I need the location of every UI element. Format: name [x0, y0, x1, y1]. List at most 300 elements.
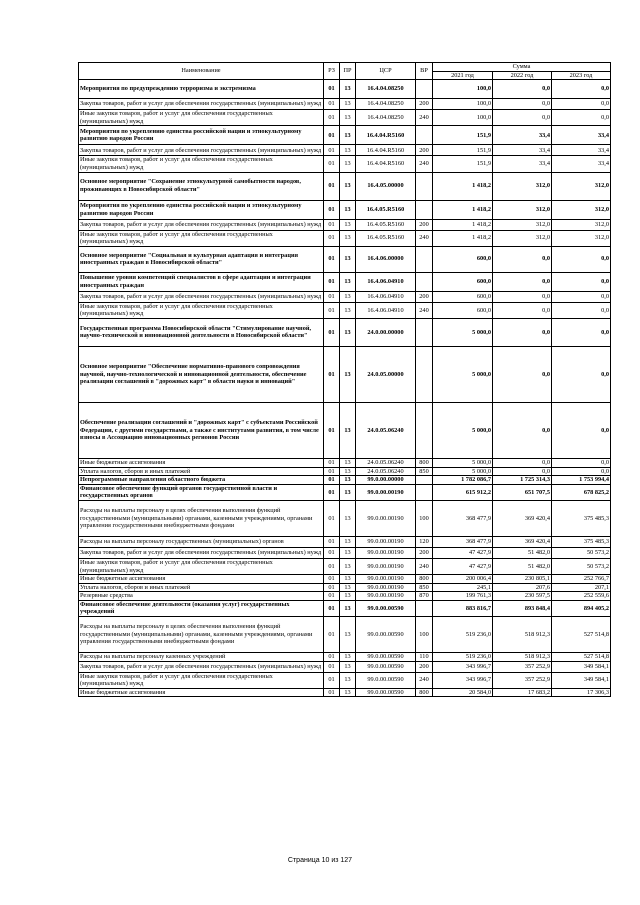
- table-row: [79, 246, 611, 272]
- table-row: [79, 558, 611, 574]
- row-value-2022: 312,0: [493, 172, 552, 200]
- row-name: Повышение уровня компетенций специалистов в сфере адаптации и интеграции иностранных граждан: [79, 272, 324, 291]
- row-pr: 13: [340, 661, 356, 672]
- row-rz: 01: [324, 592, 340, 601]
- row-csr: 24.0.05.00000: [356, 346, 416, 402]
- row-csr: 16.4.04.08250: [356, 99, 416, 110]
- row-value-2021: 600,0: [433, 272, 493, 291]
- row-name: Основное мероприятие "Сохранение этнокультурной самобытности народов, проживающих в Новосибирской области": [79, 172, 324, 200]
- row-value-2021: 600,0: [433, 291, 493, 302]
- row-rz: 01: [324, 536, 340, 547]
- row-value-2023: 375 485,3: [552, 500, 611, 536]
- row-vr: 200: [416, 661, 433, 672]
- row-rz: 01: [324, 291, 340, 302]
- row-value-2023: 1 753 994,4: [552, 476, 611, 485]
- row-csr: 99.0.00.00190: [356, 547, 416, 558]
- row-value-2023: 0,0: [552, 246, 611, 272]
- row-csr: 24.0.05.06240: [356, 467, 416, 476]
- row-rz: 01: [324, 230, 340, 246]
- row-vr: 850: [416, 583, 433, 592]
- row-value-2022: 230 597,5: [493, 592, 552, 601]
- row-csr: 24.0.05.06240: [356, 402, 416, 458]
- row-value-2023: 50 573,2: [552, 558, 611, 574]
- row-value-2021: 199 761,3: [433, 592, 493, 601]
- row-rz: 01: [324, 402, 340, 458]
- row-pr: 13: [340, 172, 356, 200]
- row-name: Государственная программа Новосибирской области "Стимулирование научной, научно-технической и инновационной деятельности в Новосибирской области": [79, 318, 324, 346]
- row-pr: 13: [340, 583, 356, 592]
- row-name: Расходы на выплаты персоналу в целях обеспечения выполнения функций государственными (муниципальными) органами, казенными учреждениями, органами управления государственными внебюджетными фондами: [79, 500, 324, 536]
- row-value-2022: 312,0: [493, 230, 552, 246]
- row-csr: 99.0.00.00590: [356, 653, 416, 662]
- row-vr: 200: [416, 219, 433, 230]
- row-value-2023: 33,4: [552, 126, 611, 145]
- row-value-2023: 375 485,3: [552, 536, 611, 547]
- row-value-2021: 600,0: [433, 246, 493, 272]
- row-name: Закупка товаров, работ и услуг для обеспечения государственных (муниципальных) нужд: [79, 291, 324, 302]
- row-rz: 01: [324, 200, 340, 219]
- row-pr: 13: [340, 484, 356, 500]
- row-rz: 01: [324, 272, 340, 291]
- row-name: Иные бюджетные ассигнования: [79, 458, 324, 467]
- row-value-2022: 0,0: [493, 346, 552, 402]
- table-row: [79, 402, 611, 458]
- row-pr: 13: [340, 200, 356, 219]
- row-csr: 16.4.04.R5160: [356, 126, 416, 145]
- table-row: [79, 617, 611, 653]
- row-value-2023: 50 573,2: [552, 547, 611, 558]
- row-vr: 240: [416, 110, 433, 126]
- table-row: [79, 346, 611, 402]
- row-value-2021: 368 477,9: [433, 500, 493, 536]
- row-value-2022: 33,4: [493, 156, 552, 172]
- row-name: Закупка товаров, работ и услуг для обеспечения государственных (муниципальных) нужд: [79, 547, 324, 558]
- row-vr: 200: [416, 145, 433, 156]
- row-rz: 01: [324, 99, 340, 110]
- row-vr: 100: [416, 617, 433, 653]
- row-name: Иные закупки товаров, работ и услуг для обеспечения государственных (муниципальных) нужд: [79, 302, 324, 318]
- row-pr: 13: [340, 272, 356, 291]
- row-vr: [416, 402, 433, 458]
- table-row: [79, 172, 611, 200]
- row-rz: 01: [324, 126, 340, 145]
- row-csr: 16.4.05.R5160: [356, 219, 416, 230]
- row-csr: 99.0.00.00590: [356, 688, 416, 697]
- row-rz: 01: [324, 484, 340, 500]
- row-value-2022: 651 707,5: [493, 484, 552, 500]
- row-csr: 24.0.05.06240: [356, 458, 416, 467]
- row-rz: 01: [324, 583, 340, 592]
- row-value-2021: 5 000,0: [433, 346, 493, 402]
- row-rz: 01: [324, 172, 340, 200]
- row-value-2022: 0,0: [493, 80, 552, 99]
- table-row: [79, 476, 611, 485]
- row-name: Иные закупки товаров, работ и услуг для обеспечения государственных (муниципальных) нужд: [79, 156, 324, 172]
- row-name: Обеспечение реализации соглашений и "дорожных карт" с субъектами Российской Федерации, с другими государствами, а также с институтами развития, в том числе взносы в Ассоциацию инновационных регионов России: [79, 402, 324, 458]
- row-vr: [416, 600, 433, 616]
- row-value-2021: 5 000,0: [433, 318, 493, 346]
- row-value-2021: 519 236,0: [433, 653, 493, 662]
- row-pr: 13: [340, 600, 356, 616]
- row-value-2023: 33,4: [552, 145, 611, 156]
- row-value-2022: 518 912,3: [493, 617, 552, 653]
- row-name: Иные бюджетные ассигнования: [79, 688, 324, 697]
- row-value-2022: 369 420,4: [493, 536, 552, 547]
- row-pr: 13: [340, 458, 356, 467]
- header-sum: Сумма: [433, 63, 611, 72]
- row-value-2021: 151,9: [433, 126, 493, 145]
- row-value-2021: 1 418,2: [433, 219, 493, 230]
- row-csr: 99.0.00.00590: [356, 672, 416, 688]
- header-year-2023: 2023 год: [552, 71, 611, 80]
- row-name: Иные закупки товаров, работ и услуг для обеспечения государственных (муниципальных) нужд: [79, 672, 324, 688]
- row-csr: 99.0.00.00190: [356, 575, 416, 584]
- row-value-2023: 33,4: [552, 156, 611, 172]
- table-row: [79, 500, 611, 536]
- row-pr: 13: [340, 246, 356, 272]
- row-pr: 13: [340, 110, 356, 126]
- row-rz: 01: [324, 547, 340, 558]
- row-value-2023: 0,0: [552, 402, 611, 458]
- row-value-2021: 883 816,7: [433, 600, 493, 616]
- row-csr: 99.0.00.00190: [356, 583, 416, 592]
- header-vr: ВР: [416, 63, 433, 80]
- row-rz: 01: [324, 575, 340, 584]
- row-pr: 13: [340, 592, 356, 601]
- row-pr: 13: [340, 476, 356, 485]
- row-name: Закупка товаров, работ и услуг для обеспечения государственных (муниципальных) нужд: [79, 99, 324, 110]
- table-row: [79, 219, 611, 230]
- table-row: [79, 99, 611, 110]
- row-value-2023: 252 559,6: [552, 592, 611, 601]
- row-name: Закупка товаров, работ и услуг для обеспечения государственных (муниципальных) нужд: [79, 219, 324, 230]
- table-row: [79, 575, 611, 584]
- row-vr: [416, 484, 433, 500]
- row-name: Иные закупки товаров, работ и услуг для обеспечения государственных (муниципальных) нужд: [79, 558, 324, 574]
- row-vr: [416, 126, 433, 145]
- row-vr: [416, 476, 433, 485]
- row-csr: 99.0.00.00190: [356, 558, 416, 574]
- row-vr: 200: [416, 547, 433, 558]
- row-name: Основное мероприятие "Социальная и культурная адаптация и интеграция иностранных граждан в Новосибирской области": [79, 246, 324, 272]
- row-value-2021: 600,0: [433, 302, 493, 318]
- row-csr: 99.0.00.00590: [356, 661, 416, 672]
- row-rz: 01: [324, 500, 340, 536]
- table-row: [79, 156, 611, 172]
- row-csr: 16.4.06.04910: [356, 302, 416, 318]
- row-value-2021: 1 418,2: [433, 200, 493, 219]
- row-value-2022: 893 848,4: [493, 600, 552, 616]
- table-row: [79, 653, 611, 662]
- row-csr: 99.0.00.00190: [356, 484, 416, 500]
- row-name: Уплата налогов, сборов и иных платежей: [79, 467, 324, 476]
- table-body: [79, 80, 611, 697]
- row-name: Расходы на выплаты персоналу в целях обеспечения выполнения функций государственными (муниципальными) органами, казенными учреждениями, органами управления государственными внебюджетными фондами: [79, 617, 324, 653]
- row-name: Мероприятия по предупреждению терроризма и экстремизма: [79, 80, 324, 99]
- row-value-2022: 357 252,9: [493, 672, 552, 688]
- table-row: [79, 536, 611, 547]
- row-pr: 13: [340, 558, 356, 574]
- row-rz: 01: [324, 246, 340, 272]
- row-vr: 110: [416, 653, 433, 662]
- row-value-2023: 0,0: [552, 302, 611, 318]
- row-pr: 13: [340, 318, 356, 346]
- row-value-2022: 33,4: [493, 145, 552, 156]
- row-value-2023: 312,0: [552, 219, 611, 230]
- row-name: Уплата налогов, сборов и иных платежей: [79, 583, 324, 592]
- row-pr: 13: [340, 575, 356, 584]
- row-csr: 16.4.06.00000: [356, 246, 416, 272]
- table-row: [79, 661, 611, 672]
- row-value-2021: 519 236,0: [433, 617, 493, 653]
- row-pr: 13: [340, 156, 356, 172]
- row-vr: 800: [416, 575, 433, 584]
- table-row: [79, 583, 611, 592]
- row-value-2022: 51 482,0: [493, 547, 552, 558]
- row-vr: 100: [416, 500, 433, 536]
- row-vr: 240: [416, 558, 433, 574]
- row-rz: 01: [324, 558, 340, 574]
- row-value-2022: 0,0: [493, 99, 552, 110]
- row-vr: 870: [416, 592, 433, 601]
- row-value-2022: 312,0: [493, 200, 552, 219]
- row-value-2023: 312,0: [552, 172, 611, 200]
- row-value-2023: 312,0: [552, 230, 611, 246]
- row-pr: 13: [340, 230, 356, 246]
- row-rz: 01: [324, 653, 340, 662]
- row-rz: 01: [324, 467, 340, 476]
- row-value-2023: 349 584,1: [552, 672, 611, 688]
- row-value-2021: 245,1: [433, 583, 493, 592]
- table-row: [79, 126, 611, 145]
- table-row: [79, 230, 611, 246]
- table-row: [79, 467, 611, 476]
- row-value-2021: 200 006,4: [433, 575, 493, 584]
- row-value-2022: 0,0: [493, 467, 552, 476]
- table-row: [79, 110, 611, 126]
- header-rz: РЗ: [324, 63, 340, 80]
- row-value-2021: 5 000,0: [433, 467, 493, 476]
- row-value-2021: 47 427,9: [433, 558, 493, 574]
- row-value-2021: 343 996,7: [433, 672, 493, 688]
- row-rz: 01: [324, 688, 340, 697]
- row-value-2023: 0,0: [552, 272, 611, 291]
- row-csr: 16.4.06.04910: [356, 272, 416, 291]
- row-rz: 01: [324, 110, 340, 126]
- header-year-2022: 2022 год: [493, 71, 552, 80]
- row-value-2023: 678 825,2: [552, 484, 611, 500]
- row-value-2022: 0,0: [493, 458, 552, 467]
- row-pr: 13: [340, 467, 356, 476]
- row-value-2022: 312,0: [493, 219, 552, 230]
- row-pr: 13: [340, 99, 356, 110]
- row-value-2022: 518 912,3: [493, 653, 552, 662]
- row-csr: 99.0.00.00000: [356, 476, 416, 485]
- row-pr: 13: [340, 500, 356, 536]
- row-csr: 99.0.00.00190: [356, 592, 416, 601]
- row-name: Непрограммные направления областного бюджета: [79, 476, 324, 485]
- header-name: Наименование: [79, 63, 324, 80]
- row-value-2022: 0,0: [493, 246, 552, 272]
- row-pr: 13: [340, 653, 356, 662]
- row-pr: 13: [340, 145, 356, 156]
- row-value-2021: 1 418,2: [433, 172, 493, 200]
- row-value-2023: 0,0: [552, 110, 611, 126]
- row-vr: 800: [416, 458, 433, 467]
- row-pr: 13: [340, 302, 356, 318]
- row-name: Резервные средства: [79, 592, 324, 601]
- table-row: [79, 318, 611, 346]
- row-csr: 24.0.00.00000: [356, 318, 416, 346]
- row-csr: 16.4.05.00000: [356, 172, 416, 200]
- row-csr: 16.4.05.R5160: [356, 230, 416, 246]
- row-value-2021: 615 912,2: [433, 484, 493, 500]
- row-value-2023: 0,0: [552, 99, 611, 110]
- row-value-2021: 368 477,9: [433, 536, 493, 547]
- row-pr: 13: [340, 617, 356, 653]
- row-value-2022: 33,4: [493, 126, 552, 145]
- row-value-2021: 151,9: [433, 156, 493, 172]
- row-name: Финансовое обеспечение функций органов государственной власти и государственных органов: [79, 484, 324, 500]
- row-pr: 13: [340, 547, 356, 558]
- row-pr: 13: [340, 536, 356, 547]
- row-name: Расходы на выплаты персоналу государственных (муниципальных) органов: [79, 536, 324, 547]
- row-vr: [416, 246, 433, 272]
- row-csr: 99.0.00.00190: [356, 536, 416, 547]
- row-value-2021: 1 418,2: [433, 230, 493, 246]
- row-rz: 01: [324, 145, 340, 156]
- row-vr: [416, 172, 433, 200]
- row-csr: 16.4.04.08250: [356, 110, 416, 126]
- row-csr: 16.4.04.R5160: [356, 145, 416, 156]
- table-row: [79, 291, 611, 302]
- row-pr: 13: [340, 219, 356, 230]
- table-row: [79, 600, 611, 616]
- row-name: Основное мероприятие "Обеспечение нормативно-правового сопровождения научной, научно-технологической и инновационной деятельности, обеспечение реализации соглашений в "дорожных карт" в области науки и инноваций": [79, 346, 324, 402]
- row-value-2021: 100,0: [433, 110, 493, 126]
- row-value-2022: 369 420,4: [493, 500, 552, 536]
- row-vr: [416, 200, 433, 219]
- table-row: [79, 272, 611, 291]
- row-vr: 120: [416, 536, 433, 547]
- row-rz: 01: [324, 476, 340, 485]
- row-name: Закупка товаров, работ и услуг для обеспечения государственных (муниципальных) нужд: [79, 661, 324, 672]
- page-footer: Страница 10 из 127: [287, 857, 353, 864]
- row-pr: 13: [340, 402, 356, 458]
- row-value-2023: 527 514,8: [552, 653, 611, 662]
- table-row: [79, 200, 611, 219]
- row-value-2023: 0,0: [552, 467, 611, 476]
- row-rz: 01: [324, 617, 340, 653]
- table-row: [79, 145, 611, 156]
- row-name: Расходы на выплаты персоналу казенных учреждений: [79, 653, 324, 662]
- row-value-2022: 1 725 314,3: [493, 476, 552, 485]
- budget-table: [78, 62, 611, 697]
- row-rz: 01: [324, 318, 340, 346]
- table-row: [79, 592, 611, 601]
- header-year-2021: 2021 год: [433, 71, 493, 80]
- row-name: Мероприятия по укреплению единства российской нации и этнокультурному развитию народов России: [79, 126, 324, 145]
- table-row: [79, 672, 611, 688]
- row-value-2023: 0,0: [552, 80, 611, 99]
- row-value-2021: 100,0: [433, 80, 493, 99]
- row-name: Закупка товаров, работ и услуг для обеспечения государственных (муниципальных) нужд: [79, 145, 324, 156]
- row-value-2023: 0,0: [552, 458, 611, 467]
- row-value-2022: 207,6: [493, 583, 552, 592]
- row-value-2022: 0,0: [493, 272, 552, 291]
- row-rz: 01: [324, 302, 340, 318]
- row-name: Иные закупки товаров, работ и услуг для обеспечения государственных (муниципальных) нужд: [79, 230, 324, 246]
- table-row: [79, 302, 611, 318]
- row-value-2021: 5 000,0: [433, 402, 493, 458]
- row-value-2023: 207,1: [552, 583, 611, 592]
- row-value-2023: 527 514,8: [552, 617, 611, 653]
- row-value-2023: 0,0: [552, 318, 611, 346]
- row-vr: 240: [416, 230, 433, 246]
- row-rz: 01: [324, 458, 340, 467]
- row-csr: 16.4.04.R5160: [356, 156, 416, 172]
- row-value-2022: 0,0: [493, 402, 552, 458]
- row-csr: 99.0.00.00590: [356, 617, 416, 653]
- row-value-2022: 0,0: [493, 302, 552, 318]
- row-rz: 01: [324, 156, 340, 172]
- row-value-2021: 20 584,0: [433, 688, 493, 697]
- row-vr: 800: [416, 688, 433, 697]
- table-row: [79, 547, 611, 558]
- row-value-2022: 0,0: [493, 291, 552, 302]
- row-value-2022: 0,0: [493, 318, 552, 346]
- row-csr: 99.0.00.00190: [356, 500, 416, 536]
- row-pr: 13: [340, 346, 356, 402]
- row-pr: 13: [340, 126, 356, 145]
- row-csr: 16.4.06.04910: [356, 291, 416, 302]
- row-value-2022: 17 683,2: [493, 688, 552, 697]
- row-name: Финансовое обеспечение деятельности (оказания услуг) государственных учреждений: [79, 600, 324, 616]
- table-row: [79, 484, 611, 500]
- row-csr: 16.4.05.R5160: [356, 200, 416, 219]
- row-vr: 200: [416, 291, 433, 302]
- row-vr: [416, 272, 433, 291]
- row-rz: 01: [324, 600, 340, 616]
- row-pr: 13: [340, 672, 356, 688]
- row-value-2022: 0,0: [493, 110, 552, 126]
- row-value-2023: 0,0: [552, 291, 611, 302]
- row-value-2021: 100,0: [433, 99, 493, 110]
- row-value-2022: 51 482,0: [493, 558, 552, 574]
- row-rz: 01: [324, 661, 340, 672]
- row-value-2023: 894 405,2: [552, 600, 611, 616]
- row-value-2023: 17 306,3: [552, 688, 611, 697]
- row-value-2021: 151,9: [433, 145, 493, 156]
- row-value-2023: 0,0: [552, 346, 611, 402]
- row-value-2021: 5 000,0: [433, 458, 493, 467]
- row-vr: [416, 318, 433, 346]
- row-csr: 16.4.04.08250: [356, 80, 416, 99]
- row-name: Мероприятия по укреплению единства российской нации и этнокультурному развитию народов России: [79, 200, 324, 219]
- row-rz: 01: [324, 346, 340, 402]
- row-name: Иные закупки товаров, работ и услуг для обеспечения государственных (муниципальных) нужд: [79, 110, 324, 126]
- row-rz: 01: [324, 80, 340, 99]
- header-pr: ПР: [340, 63, 356, 80]
- row-value-2022: 230 805,1: [493, 575, 552, 584]
- row-vr: 240: [416, 672, 433, 688]
- row-value-2021: 1 782 086,7: [433, 476, 493, 485]
- row-value-2023: 349 584,1: [552, 661, 611, 672]
- table-row: [79, 80, 611, 99]
- row-value-2023: 312,0: [552, 200, 611, 219]
- row-value-2023: 252 766,7: [552, 575, 611, 584]
- row-value-2021: 47 427,9: [433, 547, 493, 558]
